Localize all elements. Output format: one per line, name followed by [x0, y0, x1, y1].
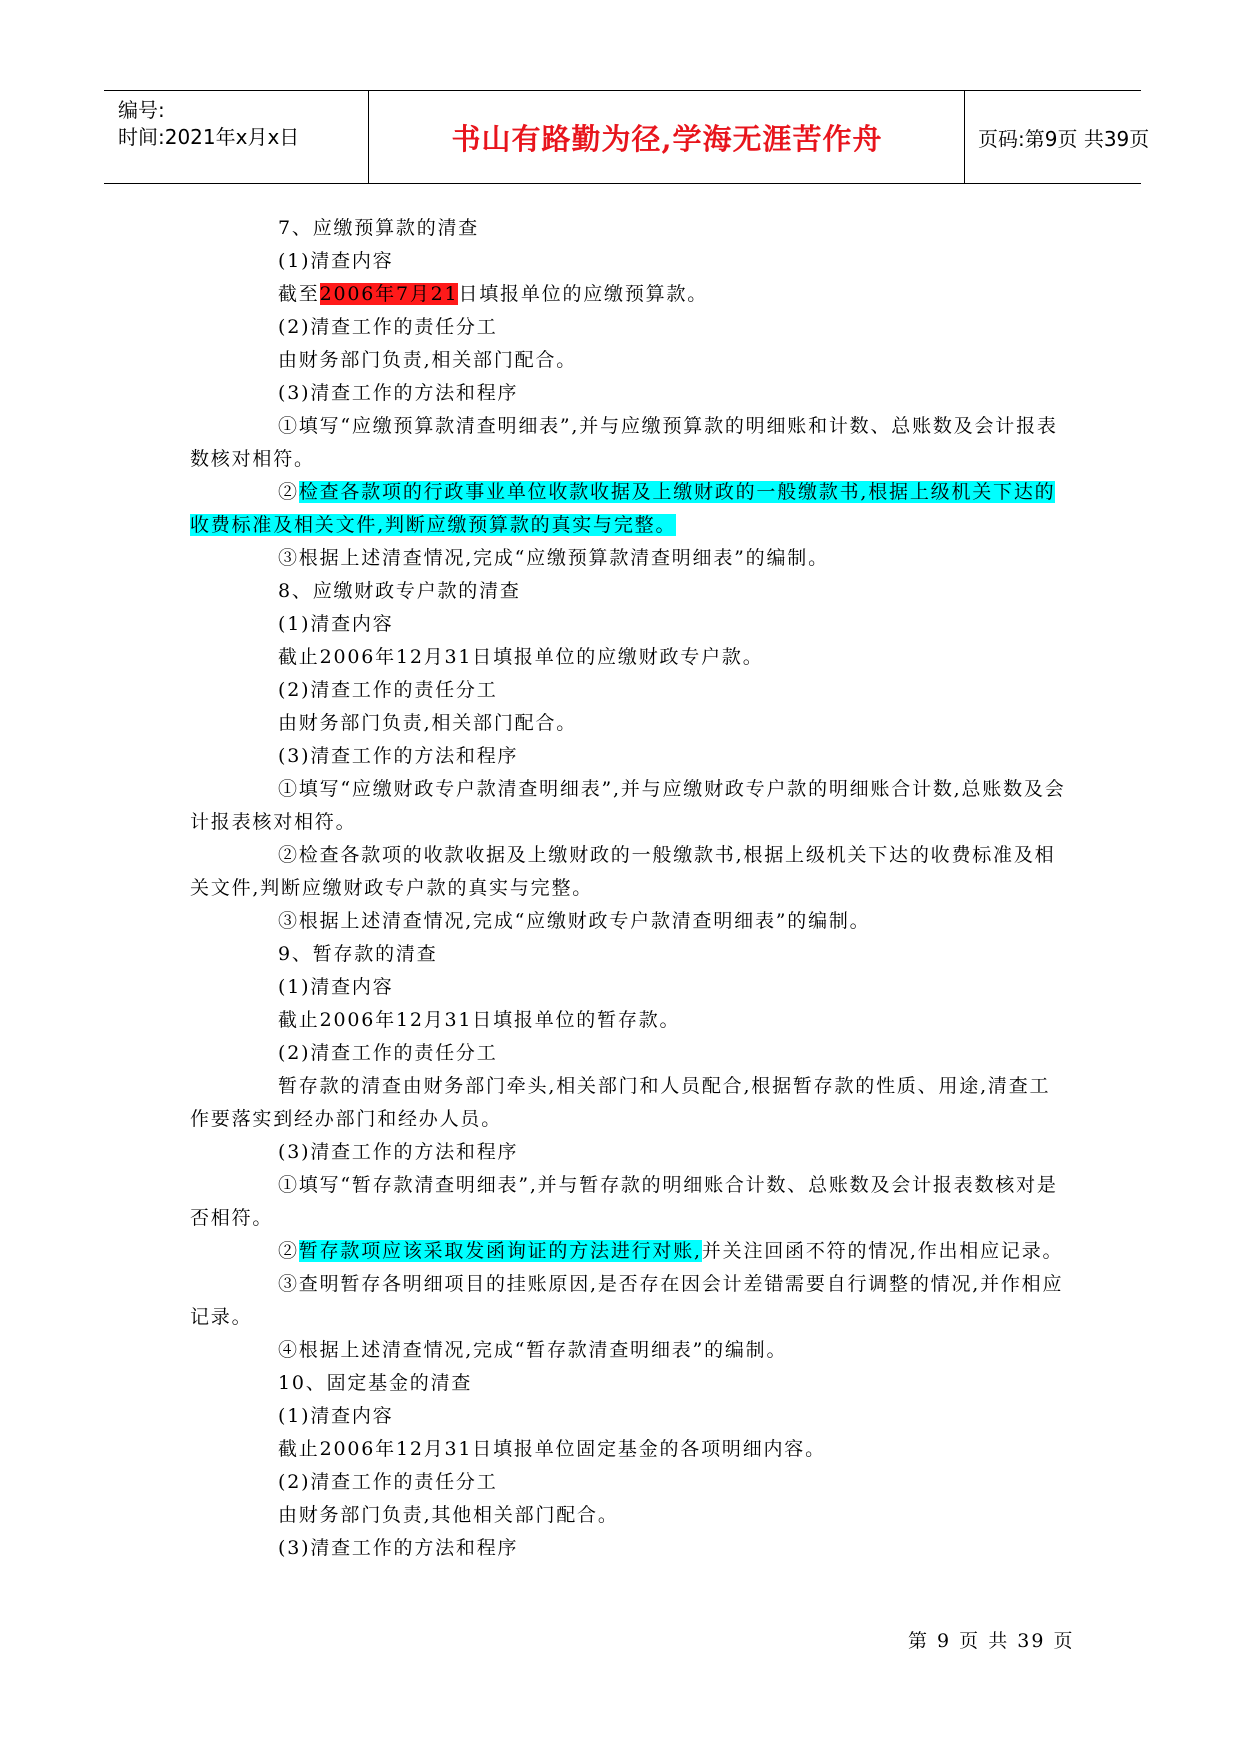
highlighted-date: 2006年7月21	[319, 283, 459, 305]
header-page-cell	[966, 91, 1150, 183]
section-8-subhead-1: (1)清查内容	[278, 613, 394, 635]
text-fragment: 日填报单位的应缴预算款。	[458, 283, 709, 305]
section-7-subhead-3: (3)清查工作的方法和程序	[278, 382, 519, 404]
page-header	[104, 90, 1150, 184]
text-fragment: 并关注回函不符的情况,作出相应记录。	[701, 1240, 1064, 1262]
section-8-subhead-2: (2)清查工作的责任分工	[278, 679, 498, 701]
section-9-step-4: ④根据上述清查情况,完成“暂存款清查明细表”的编制。	[278, 1339, 788, 1361]
document-body	[190, 212, 1070, 1565]
document-time-label: 时间:2021年x月x日	[118, 125, 300, 149]
section-10-subhead-2: (2)清查工作的责任分工	[278, 1471, 498, 1493]
text-fragment: 截至	[278, 283, 320, 305]
section-7-step-3: ③根据上述清查情况,完成“应缴预算款清查明细表”的编制。	[278, 547, 829, 569]
section-9-title: 9、暂存款的清查	[278, 943, 438, 965]
section-7-content-1	[190, 278, 1070, 311]
header-motto-cell	[370, 91, 965, 183]
page-footer: 第 9 页 共 39 页	[908, 1630, 1075, 1652]
document-number-label: 编号:	[118, 98, 165, 122]
section-8-step-2: ②检查各款项的收款收据及上缴财政的一般缴款书,根据上级机关下达的收费标准及相关文件,判断应缴财政专户款的真实与完整。	[190, 844, 1056, 899]
section-9-step-3: ③查明暂存各明细项目的挂账原因,是否存在因会计差错需要自行调整的情况,并作相应记录。	[190, 1273, 1064, 1328]
section-8-subhead-3: (3)清查工作的方法和程序	[278, 745, 519, 767]
section-9-subhead-2: (2)清查工作的责任分工	[278, 1042, 498, 1064]
section-7-title: 7、应缴预算款的清查	[278, 217, 480, 239]
section-8-content-1: 截止2006年12月31日填报单位的应缴财政专户款。	[278, 646, 764, 668]
section-7-step-2	[102, 476, 1070, 542]
section-9-step-1: ①填写“暂存款清查明细表”,并与暂存款的明细账合计数、总账数及会计报表数核对是否相符。	[190, 1174, 1058, 1229]
highlighted-text: 检查各款项的行政事业单位收款收据及上缴财政的一般缴款书,根据上级机关下达的收费标准及相关文件,判断应缴预算款的真实与完整。	[190, 481, 1056, 536]
section-7-step-1: ①填写“应缴预算款清查明细表”,并与应缴预算款的明细账和计数、总账数及会计报表数核对相符。	[190, 415, 1058, 470]
section-8-content-2: 由财务部门负责,相关部门配合。	[278, 712, 578, 734]
text-fragment: ②	[278, 481, 299, 503]
section-7-content-2: 由财务部门负责,相关部门配合。	[278, 349, 578, 371]
section-9-content-2: 暂存款的清查由财务部门牵头,相关部门和人员配合,根据暂存款的性质、用途,清查工作要落实到经办部门和经办人员。	[190, 1075, 1051, 1130]
section-10-content-1: 截止2006年12月31日填报单位固定基金的各项明细内容。	[278, 1438, 826, 1460]
section-10-title: 10、固定基金的清查	[278, 1372, 473, 1394]
header-meta-cell	[104, 91, 369, 183]
section-10-subhead-3: (3)清查工作的方法和程序	[278, 1537, 519, 1559]
section-8-step-1: ①填写“应缴财政专户款清查明细表”,并与应缴财政专户款的明细账合计数,总账数及会计报表核对相符。	[190, 778, 1066, 833]
text-fragment: ②	[278, 1240, 299, 1262]
section-7-subhead-1: (1)清查内容	[278, 250, 394, 272]
section-10-subhead-1: (1)清查内容	[278, 1405, 394, 1427]
section-7-subhead-2: (2)清查工作的责任分工	[278, 316, 498, 338]
section-9-subhead-3: (3)清查工作的方法和程序	[278, 1141, 519, 1163]
section-9-step-2	[102, 1235, 1070, 1268]
section-8-step-3: ③根据上述清查情况,完成“应缴财政专户款清查明细表”的编制。	[278, 910, 871, 932]
section-9-content-1: 截止2006年12月31日填报单位的暂存款。	[278, 1009, 681, 1031]
section-8-title: 8、应缴财政专户款的清查	[278, 580, 521, 602]
highlighted-text: 暂存款项应该采取发函询证的方法进行对账,	[298, 1240, 702, 1262]
section-9-subhead-1: (1)清查内容	[278, 976, 394, 998]
section-10-content-2: 由财务部门负责,其他相关部门配合。	[278, 1504, 619, 1526]
header-motto: 书山有路勤为径,学海无涯苦作舟	[451, 121, 883, 156]
header-page-label: 页码:第9页 共39页	[978, 126, 1150, 151]
